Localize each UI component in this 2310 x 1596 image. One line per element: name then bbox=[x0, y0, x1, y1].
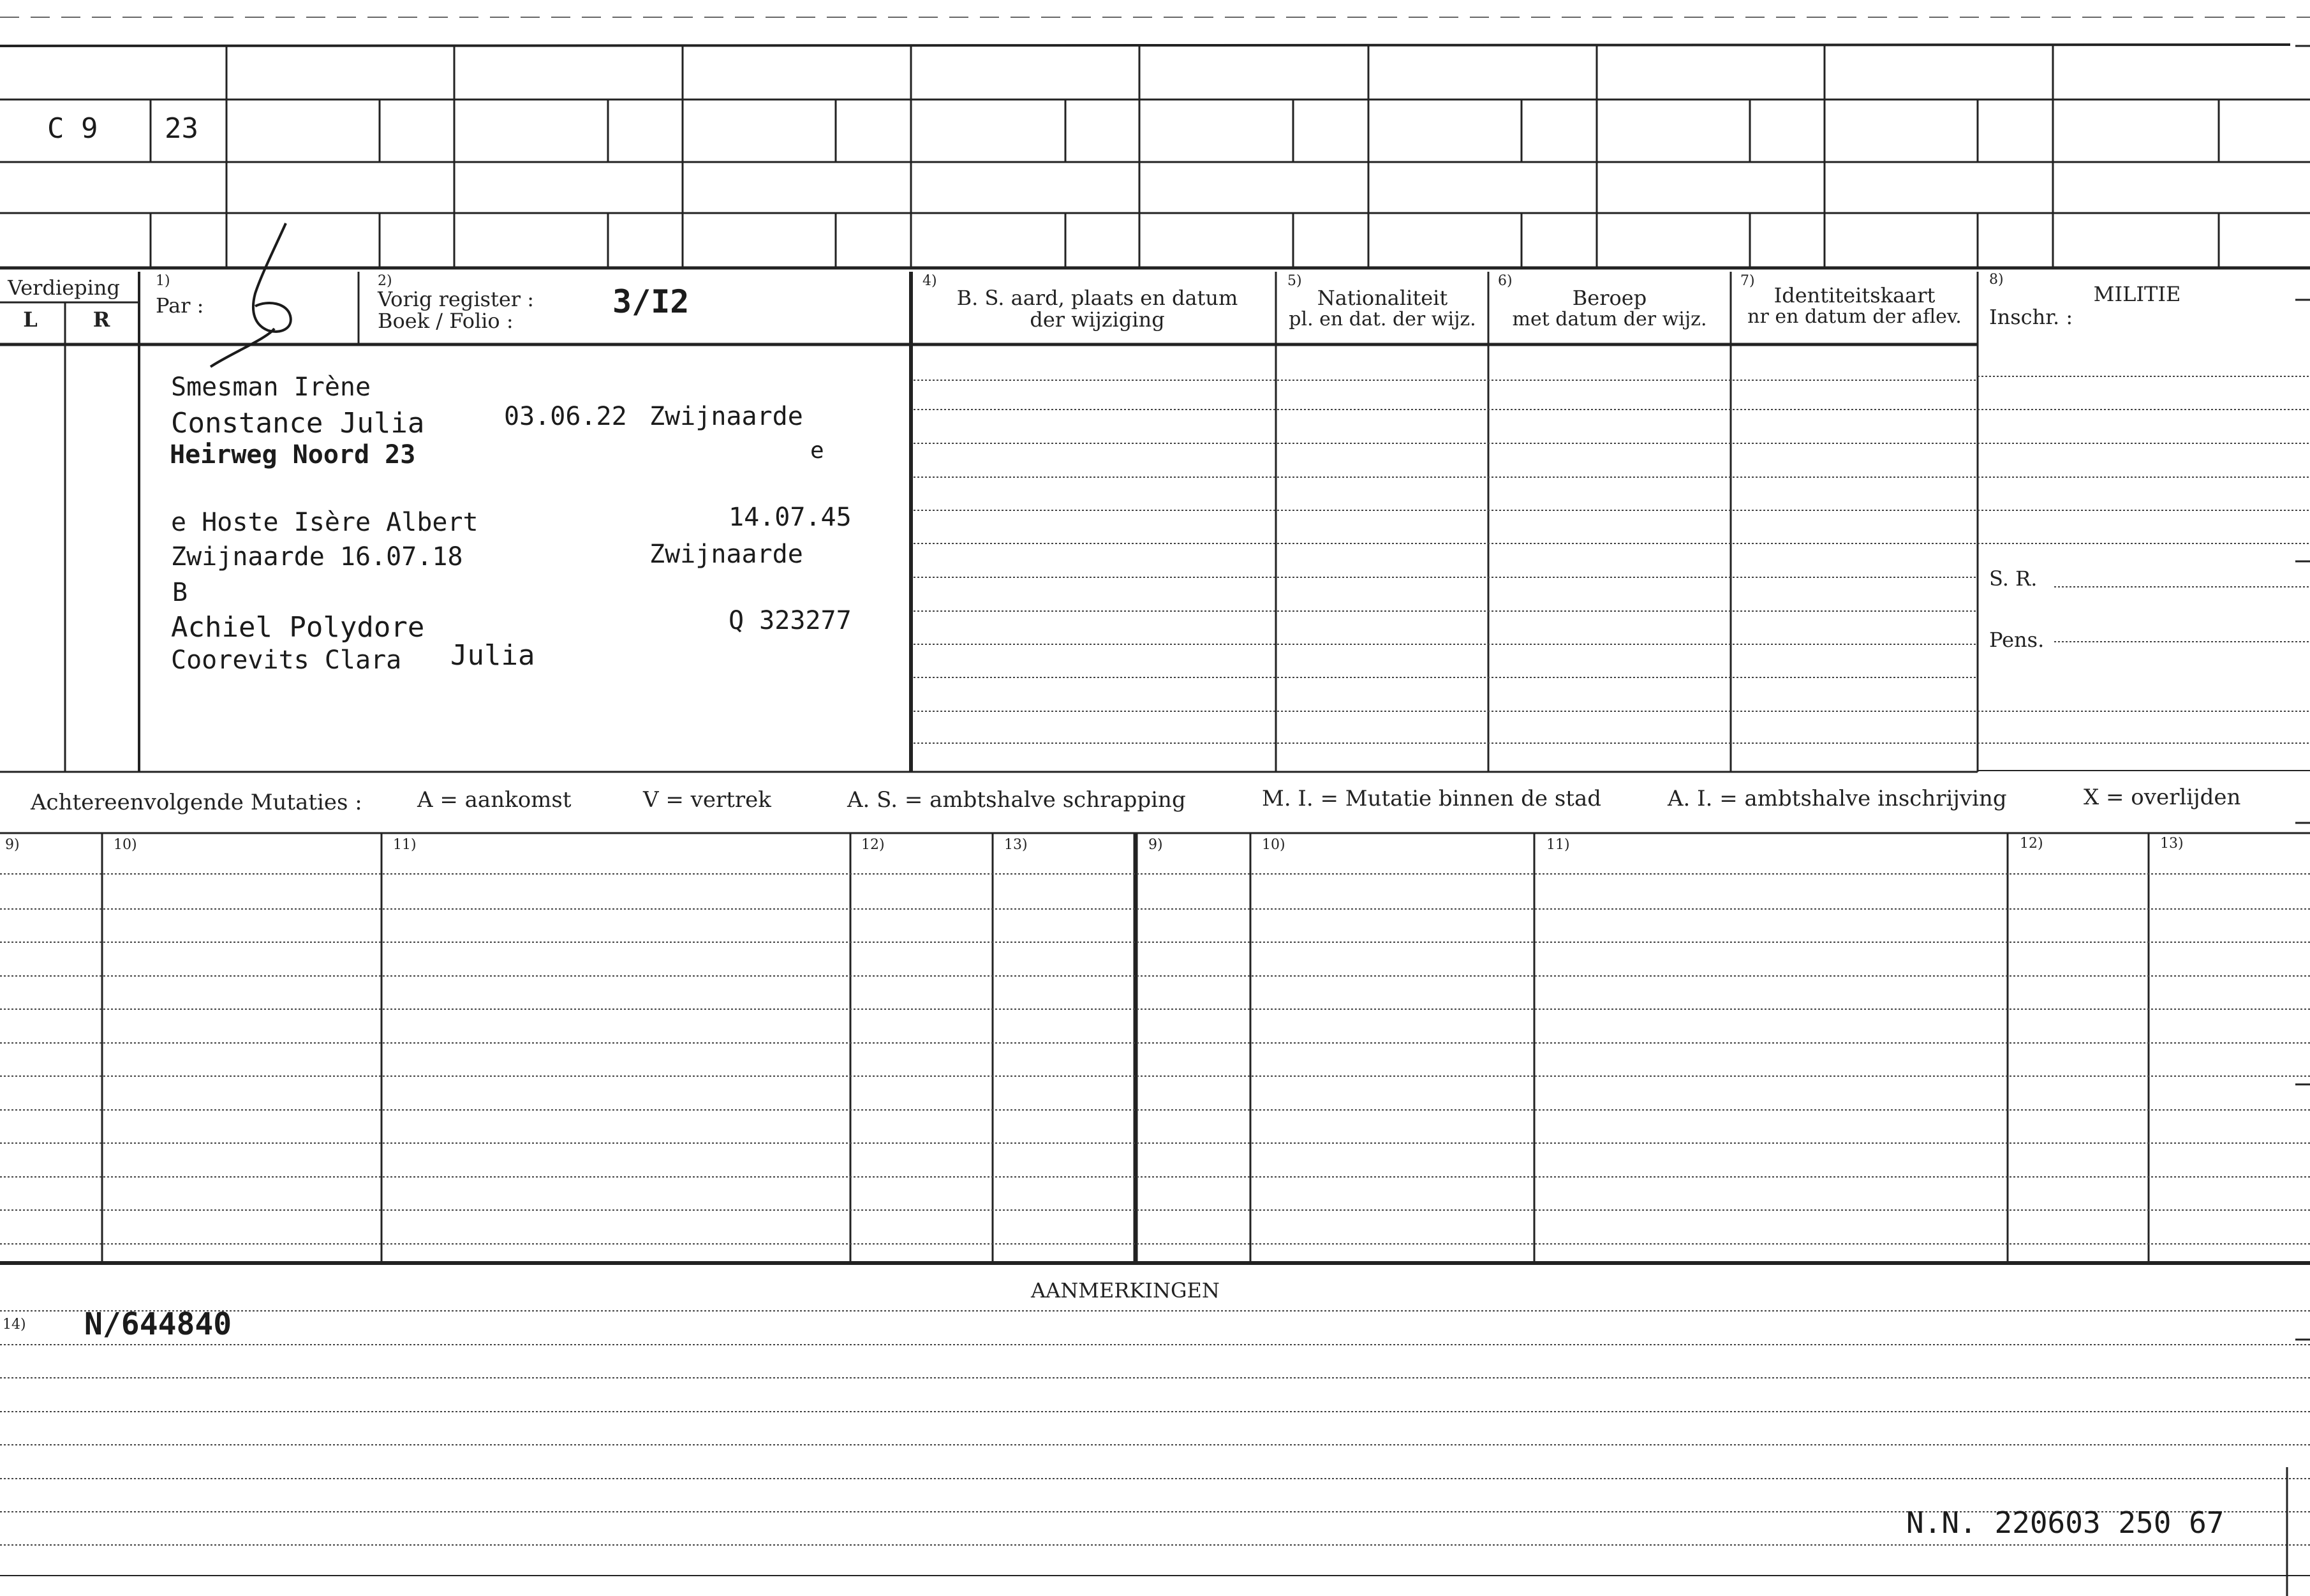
mutaties-legend-a: A = aankomst bbox=[417, 787, 572, 813]
person-line7-code: Q 323277 bbox=[729, 606, 852, 635]
mutaties-legend-ai: A. I. = ambtshalve inschrijving bbox=[1668, 786, 2007, 811]
mut-col-9-left: 9) bbox=[5, 837, 20, 853]
col-r-label: R bbox=[93, 307, 110, 332]
aanmerkingen-title: AANMERKINGEN bbox=[1031, 1278, 1220, 1303]
mut-col-9-right: 9) bbox=[1148, 837, 1163, 853]
header-4-line2: der wijziging bbox=[1030, 307, 1165, 332]
header-7-num: 7) bbox=[1740, 273, 1755, 289]
mut-col-13-left: 13) bbox=[1004, 837, 1028, 853]
mutaties-legend-mi: M. I. = Mutatie binnen de stad bbox=[1262, 786, 1601, 811]
verdieping-label: Verdieping bbox=[8, 276, 120, 300]
aanmerkingen-value: N/644840 bbox=[84, 1306, 232, 1342]
mut-col-10-right: 10) bbox=[1262, 837, 1285, 853]
mutaties-title: Achtereenvolgende Mutaties : bbox=[31, 790, 362, 815]
header-6-num: 6) bbox=[1498, 273, 1513, 289]
person-line1: Smesman Irène bbox=[171, 373, 371, 402]
person-line5: Zwijnaarde 16.07.18 bbox=[171, 542, 463, 572]
pens-label: Pens. bbox=[1989, 628, 2045, 652]
vorig-register-value: 3/I2 bbox=[612, 283, 690, 320]
mutaties-legend-v: V = vertrek bbox=[643, 787, 771, 813]
person-line3-mark: e bbox=[810, 438, 824, 464]
code-right: 23 bbox=[165, 112, 198, 145]
inschr-label: Inschr. : bbox=[1989, 305, 2073, 329]
vorig-register-label: Vorig register : bbox=[378, 287, 535, 311]
person-line2-date: 03.06.22 bbox=[504, 402, 627, 431]
header-6-line1: Beroep bbox=[1572, 286, 1647, 310]
header-4-num: 4) bbox=[922, 273, 937, 289]
mutaties-legend-x: X = overlijden bbox=[2084, 785, 2241, 810]
header-6-line2: met datum der wijz. bbox=[1512, 308, 1707, 330]
header-5-line2: pl. en dat. der wijz. bbox=[1289, 308, 1476, 330]
person-line6: B bbox=[172, 578, 188, 607]
person-line7: Achiel Polydore bbox=[171, 611, 425, 644]
header-4-line1: B. S. aard, plaats en datum bbox=[956, 286, 1238, 310]
person-line3: Heirweg Noord 23 bbox=[170, 440, 416, 469]
mut-col-12-left: 12) bbox=[861, 837, 885, 853]
sr-label: S. R. bbox=[1989, 566, 2038, 591]
boek-folio-label: Boek / Folio : bbox=[378, 309, 514, 333]
header-2-num: 2) bbox=[378, 273, 392, 289]
header-7-line2: nr en datum der aflev. bbox=[1747, 306, 1962, 328]
person-line5-place: Zwijnaarde bbox=[649, 540, 803, 569]
mut-col-10-left: 10) bbox=[114, 837, 137, 853]
mutaties-legend-as: A. S. = ambtshalve schrapping bbox=[847, 787, 1186, 813]
header-8-num: 8) bbox=[1989, 272, 2004, 288]
col-l-label: L bbox=[23, 307, 38, 332]
mut-col-11-left: 11) bbox=[393, 837, 417, 853]
person-line2-place: Zwijnaarde bbox=[649, 402, 803, 431]
mut-col-11-right: 11) bbox=[1546, 837, 1570, 853]
person-line8-a: Coorevits Clara bbox=[171, 646, 402, 675]
person-line8-b: Julia bbox=[450, 639, 535, 672]
nn-number: N.N. 220603 250 67 bbox=[1906, 1505, 2225, 1540]
header-5-num: 5) bbox=[1287, 273, 1302, 289]
militie-label: MILITIE bbox=[2093, 282, 2181, 306]
mut-col-13-right: 13) bbox=[2160, 836, 2184, 852]
person-line4: e Hoste Isère Albert bbox=[171, 508, 478, 537]
code-left: C 9 bbox=[47, 112, 98, 145]
header-7-line1: Identiteitskaart bbox=[1773, 283, 1936, 307]
header-1-num: 1) bbox=[156, 273, 170, 289]
person-line2-name: Constance Julia bbox=[171, 407, 425, 440]
header-5-line1: Nationaliteit bbox=[1317, 286, 1448, 310]
aanmerkingen-num: 14) bbox=[3, 1317, 26, 1333]
mut-col-12-right: 12) bbox=[2020, 836, 2043, 852]
par-label: Par : bbox=[156, 293, 204, 318]
person-line4-date: 14.07.45 bbox=[729, 503, 852, 532]
